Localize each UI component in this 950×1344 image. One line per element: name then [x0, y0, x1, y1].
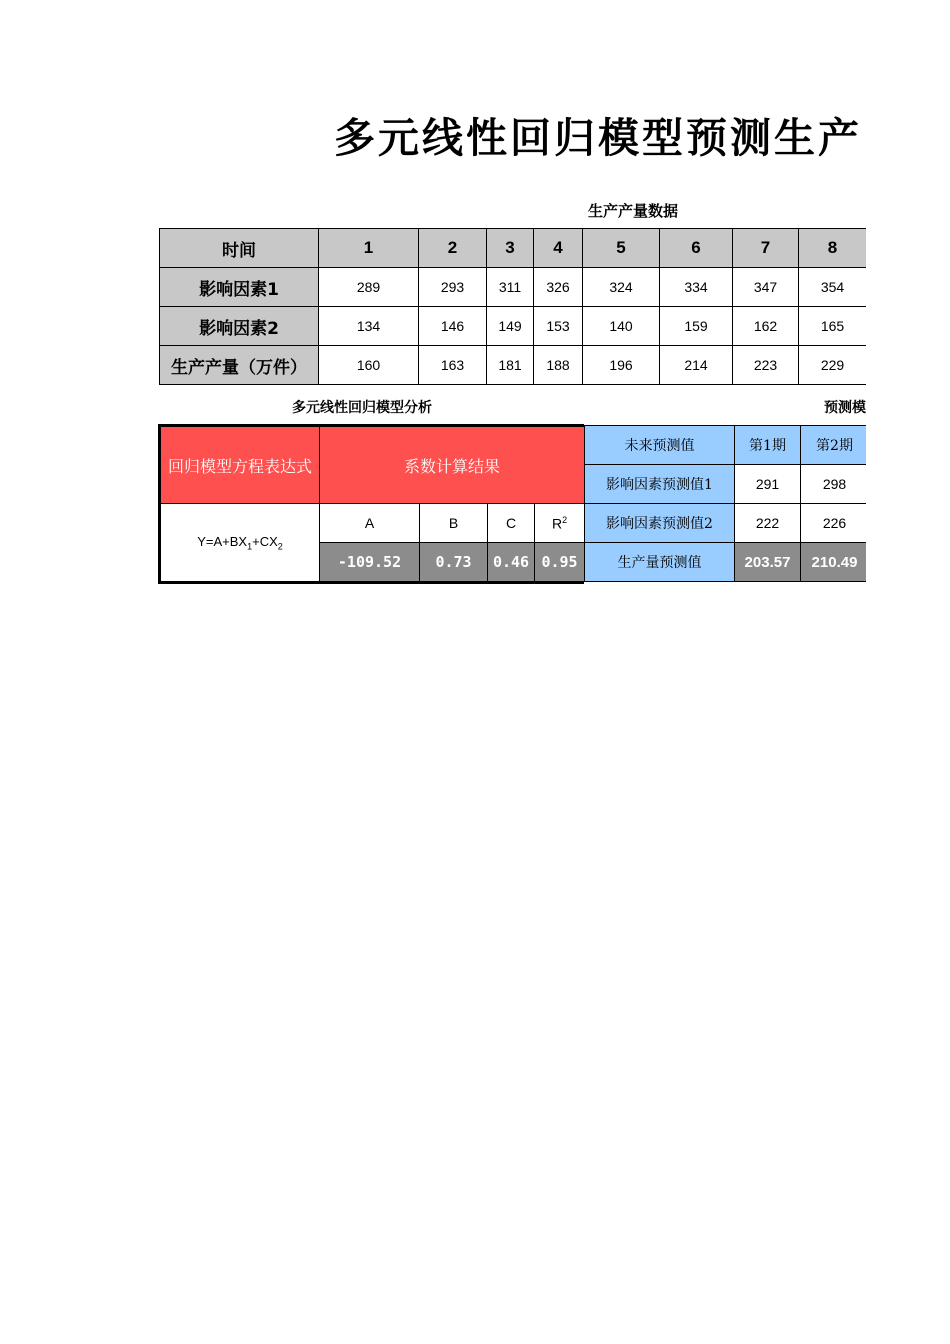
data-cell[interactable]: 289 [319, 268, 419, 307]
data-cell[interactable]: 162 [733, 307, 799, 346]
data-section-caption: 生产产量数据 [588, 202, 679, 220]
coef-name-c[interactable]: C [488, 504, 535, 543]
data-cell[interactable]: 293 [419, 268, 487, 307]
prediction-period-cell[interactable]: 第1期 [735, 426, 801, 465]
period-cell[interactable]: 3 [487, 229, 534, 268]
data-cell[interactable]: 134 [319, 307, 419, 346]
data-cell[interactable]: 229 [799, 346, 867, 385]
data-cell[interactable]: 324 [583, 268, 660, 307]
prediction-row-label[interactable]: 生产量预测值 [585, 543, 735, 582]
data-cell[interactable]: 326 [534, 268, 583, 307]
period-cell[interactable]: 5 [583, 229, 660, 268]
data-cell[interactable]: 146 [419, 307, 487, 346]
analysis-table-wrap [158, 424, 584, 585]
period-cell[interactable]: 2 [419, 229, 487, 268]
header-row [160, 229, 867, 268]
prediction-result-cell[interactable]: 203.57 [735, 543, 801, 582]
data-cell[interactable]: 149 [487, 307, 534, 346]
data-cell[interactable]: 223 [733, 346, 799, 385]
coef-name-b[interactable]: B [420, 504, 488, 543]
data-cell[interactable]: 163 [419, 346, 487, 385]
formula-sub-1: 1 [247, 541, 253, 552]
data-cell[interactable]: 160 [319, 346, 419, 385]
prediction-table [584, 425, 866, 582]
data-cell[interactable]: 196 [583, 346, 660, 385]
prediction-cell[interactable]: 222 [735, 504, 801, 543]
production-data-table [159, 228, 866, 385]
data-cell[interactable]: 188 [534, 346, 583, 385]
coef-name-r2[interactable] [535, 504, 585, 543]
formula-sub-2: 2 [277, 541, 283, 552]
prediction-header-cell[interactable]: 未来预测值 [585, 426, 735, 465]
coef-value-c[interactable]: 0.46 [488, 543, 535, 583]
coef-value-a[interactable]: -109.52 [320, 543, 420, 583]
prediction-section-caption: 预测模 [824, 400, 866, 416]
data-cell[interactable]: 140 [583, 307, 660, 346]
prediction-table-wrap [584, 425, 866, 585]
prediction-result-cell[interactable]: 210.49 [801, 543, 867, 582]
data-cell[interactable]: 334 [660, 268, 733, 307]
row-label-cell[interactable]: 生产产量（万件） [160, 346, 319, 385]
data-cell[interactable]: 159 [660, 307, 733, 346]
data-cell[interactable]: 214 [660, 346, 733, 385]
prediction-cell[interactable]: 291 [735, 465, 801, 504]
formula-mid: +CX [252, 533, 278, 549]
data-cell[interactable]: 354 [799, 268, 867, 307]
coef-name-a[interactable]: A [320, 504, 420, 543]
data-cell[interactable]: 165 [799, 307, 867, 346]
table-row [160, 268, 867, 307]
page-title: 多元线性回归模型预测生产 [334, 114, 862, 162]
period-cell[interactable]: 1 [319, 229, 419, 268]
formula-cell[interactable] [160, 504, 320, 583]
period-cell[interactable]: 6 [660, 229, 733, 268]
period-cell[interactable]: 8 [799, 229, 867, 268]
period-cell[interactable]: 4 [534, 229, 583, 268]
coef-name-r-sup: 2 [562, 514, 568, 525]
prediction-cell[interactable]: 226 [801, 504, 867, 543]
prediction-row-label[interactable]: 影响因素预测值1 [585, 465, 735, 504]
data-table-wrap [159, 228, 866, 388]
coef-value-r2[interactable]: 0.95 [535, 543, 585, 583]
row-label-cell[interactable]: 影响因素1 [160, 268, 319, 307]
table-row [160, 346, 867, 385]
prediction-cell[interactable]: 298 [801, 465, 867, 504]
analysis-section-caption: 多元线性回归模型分析 [292, 400, 432, 416]
prediction-row-label[interactable]: 影响因素预测值2 [585, 504, 735, 543]
expression-header-cell[interactable]: 回归模型方程表达式 [160, 426, 320, 504]
prediction-period-cell[interactable]: 第2期 [801, 426, 867, 465]
data-cell[interactable]: 347 [733, 268, 799, 307]
formula-prefix: Y=A+BX [197, 533, 248, 549]
data-cell[interactable]: 153 [534, 307, 583, 346]
coefficient-header-cell[interactable]: 系数计算结果 [320, 426, 585, 504]
table-row [160, 307, 867, 346]
time-header-cell[interactable]: 时间 [160, 229, 319, 268]
data-cell[interactable]: 311 [487, 268, 534, 307]
row-label-cell[interactable]: 影响因素2 [160, 307, 319, 346]
period-cell[interactable]: 7 [733, 229, 799, 268]
data-cell[interactable]: 181 [487, 346, 534, 385]
regression-analysis-table [158, 424, 584, 584]
coef-name-r: R [551, 515, 563, 532]
coef-value-b[interactable]: 0.73 [420, 543, 488, 583]
